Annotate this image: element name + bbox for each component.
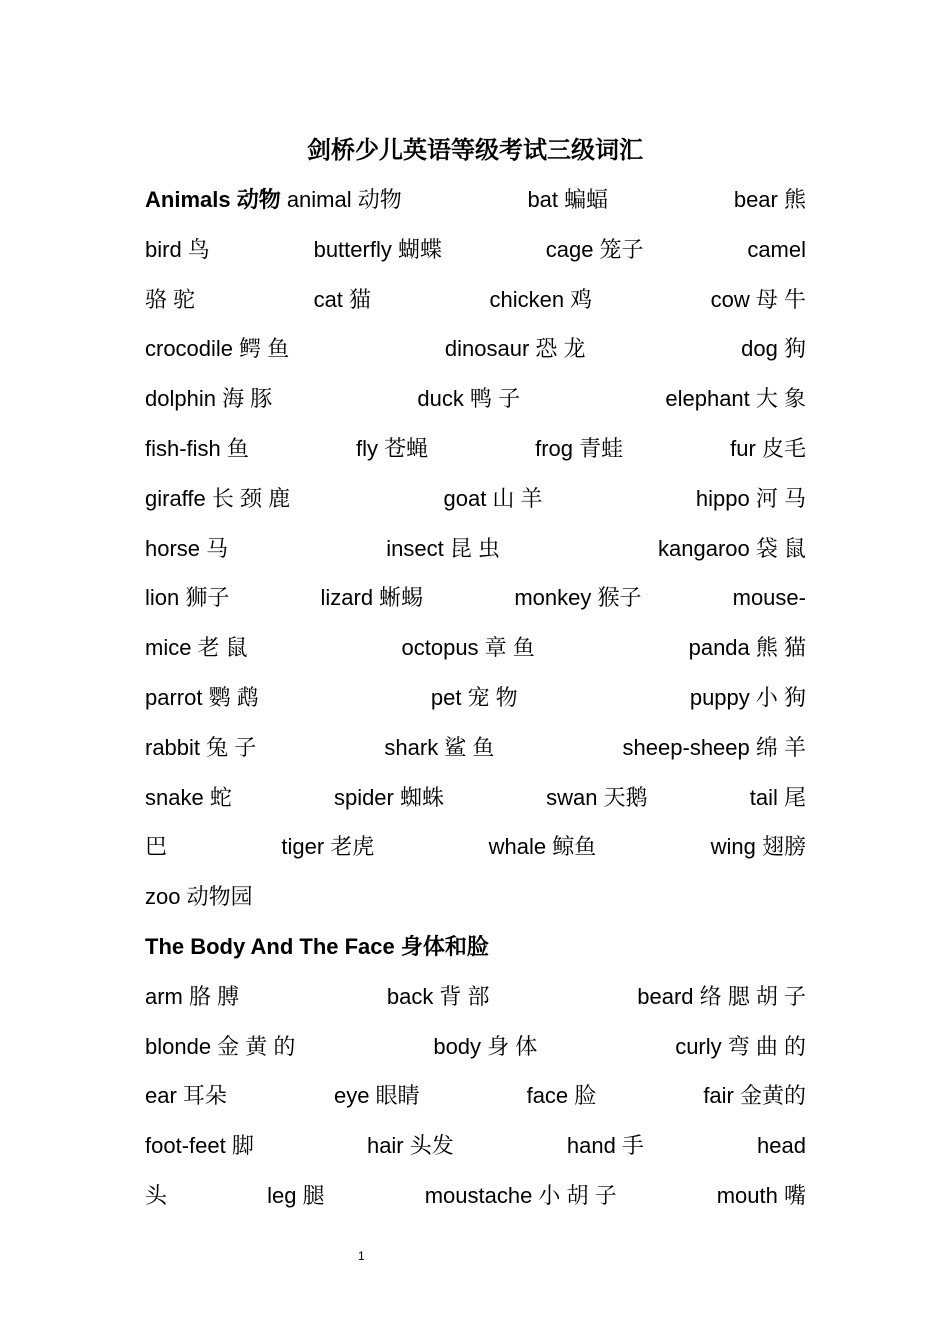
vocab-entry: lizard 蜥蜴: [320, 585, 424, 610]
vocab-entry: cage 笼子: [545, 237, 644, 262]
vocab-entry: fly 苍蝇: [355, 436, 429, 461]
vocab-entry: moustache 小 胡 子: [424, 1183, 617, 1208]
vocab-entry: face 脸: [526, 1083, 597, 1108]
vocab-entry: swan 天鹅: [546, 785, 648, 810]
vocab-line: [145, 583, 806, 613]
vocab-entry: elephant 大 象: [665, 386, 806, 411]
vocab-entry: panda 熊 猫: [688, 635, 806, 660]
vocab-line: [145, 1181, 806, 1211]
vocab-line: [145, 534, 806, 564]
vocab-entry: duck 鸭 子: [417, 386, 521, 411]
vocab-entry: fur 皮毛: [730, 436, 806, 461]
vocab-entry: [145, 185, 402, 215]
vocab-entry: cat 猫: [313, 287, 372, 312]
vocab-entry: horse 马: [145, 536, 229, 561]
vocab-entry-text: animal 动物: [280, 187, 402, 212]
vocab-line: [145, 185, 806, 215]
vocab-entry: 骆 驼: [145, 287, 196, 312]
vocab-line: [145, 235, 806, 265]
vocab-entry: ear 耳朵: [145, 1083, 227, 1108]
vocab-entry: octopus 章 鱼: [401, 635, 535, 660]
vocab-line: [145, 982, 806, 1012]
vocab-entry: mouth 嘴: [716, 1183, 806, 1208]
vocab-entry: monkey 猴子: [514, 585, 642, 610]
vocab-line: [145, 1131, 806, 1161]
vocab-line: [145, 1081, 806, 1111]
vocab-entry: goat 山 羊: [443, 486, 543, 511]
vocab-entry: camel: [747, 237, 806, 262]
vocab-entry: dolphin 海 豚: [145, 386, 273, 411]
vocab-entry: tiger 老虎: [281, 834, 375, 859]
vocab-entry: sheep-sheep 绵 羊: [622, 735, 806, 760]
vocab-line: [145, 484, 806, 514]
vocab-entry: mouse-: [732, 585, 806, 610]
vocab-entry: giraffe 长 颈 鹿: [145, 486, 291, 511]
vocab-entry: chicken 鸡: [489, 287, 593, 312]
vocab-line: [145, 633, 806, 663]
vocab-entry: dog 狗: [741, 336, 806, 361]
vocab-entry: foot-feet 脚: [145, 1133, 254, 1158]
vocab-entry: body 身 体: [433, 1034, 538, 1059]
vocab-entry: shark 鲨 鱼: [384, 735, 495, 760]
vocab-entry: butterfly 蝴蝶: [313, 237, 442, 262]
vocab-entry: bird 鸟: [145, 237, 210, 262]
vocab-line: [145, 285, 806, 315]
section-heading: [145, 932, 806, 962]
vocab-entry: arm 胳 膊: [145, 984, 240, 1009]
vocab-line: [145, 882, 806, 912]
vocab-line: [145, 733, 806, 763]
vocab-entry: hair 头发: [366, 1133, 454, 1158]
vocab-entry: lion 狮子: [145, 585, 230, 610]
vocab-entry: beard 络 腮 胡 子: [637, 984, 806, 1009]
vocab-entry: snake 蛇: [145, 785, 232, 810]
vocab-line: [145, 334, 806, 364]
vocab-entry: wing 翅膀: [710, 834, 806, 859]
vocab-entry: bat 蝙蝠: [527, 187, 609, 212]
vocab-entry: crocodile 鳄 鱼: [145, 336, 290, 361]
vocab-entry: insect 昆 虫: [386, 536, 500, 561]
vocab-entry: puppy 小 狗: [689, 685, 806, 710]
page-number: 1: [358, 1249, 365, 1263]
vocab-entry: spider 蜘蛛: [333, 785, 444, 810]
vocab-entry: hand 手: [566, 1133, 644, 1158]
vocab-entry: cow 母 牛: [710, 287, 806, 312]
vocab-entry: bear 熊: [733, 187, 806, 212]
vocab-entry: fish-fish 鱼: [145, 436, 249, 461]
vocab-entry: fair 金黄的: [703, 1083, 806, 1108]
vocab-entry: zoo 动物园: [145, 884, 253, 909]
vocab-entry: hippo 河 马: [695, 486, 806, 511]
vocab-entry: blonde 金 黄 的: [145, 1034, 296, 1059]
vocab-line: [145, 1032, 806, 1062]
vocab-entry: eye 眼睛: [333, 1083, 420, 1108]
vocab-entry: leg 腿: [267, 1183, 325, 1208]
vocab-entry: head: [757, 1133, 806, 1158]
vocab-entry: The Body And The Face 身体和脸: [145, 934, 489, 959]
vocab-entry: back 背 部: [386, 984, 490, 1009]
vocab-line: [145, 783, 806, 813]
vocab-entry: tail 尾: [749, 785, 806, 810]
vocab-entry: 头: [145, 1183, 168, 1208]
vocab-entry: mice 老 鼠: [145, 635, 248, 660]
document-title: 剑桥少儿英语等级考试三级词汇: [307, 137, 643, 164]
vocab-line: [145, 683, 806, 713]
section-heading-animals: Animals 动物: [145, 187, 281, 212]
vocab-entry: kangaroo 袋 鼠: [658, 536, 806, 561]
vocab-entry: curly 弯 曲 的: [675, 1034, 806, 1059]
vocab-entry: rabbit 兔 子: [145, 735, 257, 760]
vocab-entry: whale 鲸鱼: [488, 834, 597, 859]
vocab-entry: pet 宠 物: [430, 685, 518, 710]
vocab-line: [145, 434, 806, 464]
vocab-entry: 巴: [145, 834, 168, 859]
vocab-entry: frog 青蛙: [535, 436, 624, 461]
vocab-line: [145, 384, 806, 414]
vocab-entry: dinosaur 恐 龙: [444, 336, 586, 361]
vocab-line: [145, 832, 806, 862]
vocab-entry: parrot 鹦 鹉: [145, 685, 259, 710]
